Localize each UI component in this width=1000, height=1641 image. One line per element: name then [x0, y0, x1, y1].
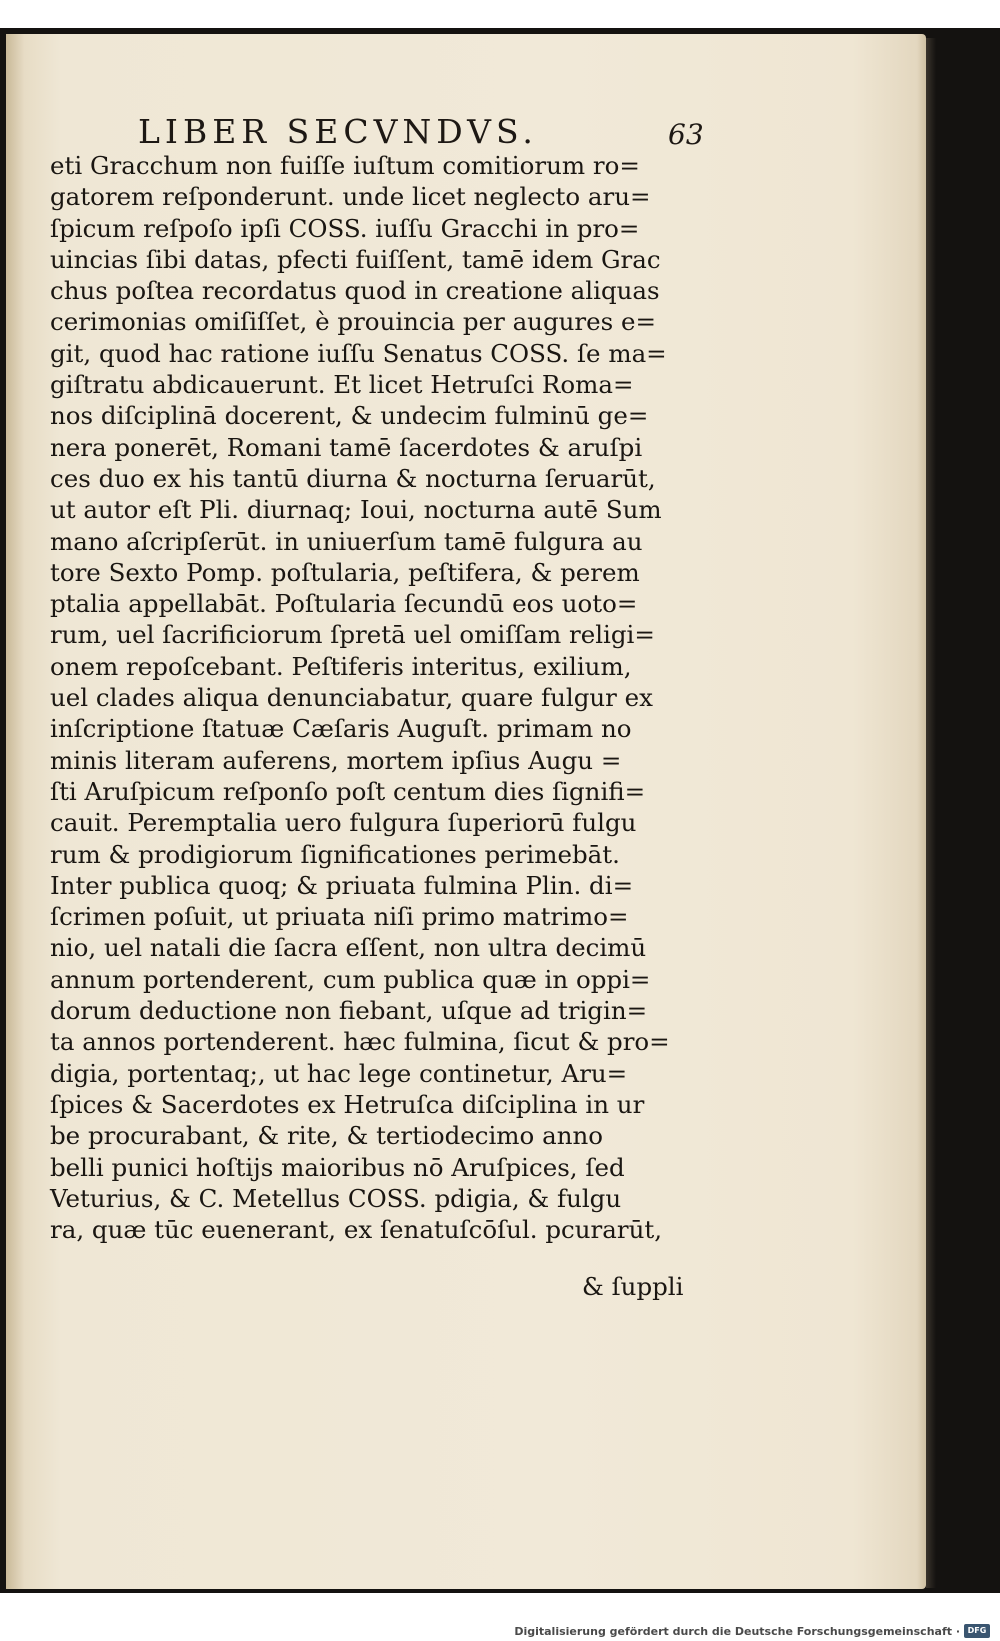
text-line: belli punici hoſtijs maioribus nō Aruſpices, ſed — [50, 1152, 625, 1182]
text-line: annum portenderent, cum publica quæ in oppi= — [50, 964, 651, 994]
text-line: cerimonias omiſiſſet, è prouincia per augures e= — [50, 307, 657, 337]
text-line: gatorem reſponderunt. unde licet neglecto aru= — [50, 182, 651, 212]
page-number: 63 — [668, 118, 704, 151]
text-line: ſti Aruſpicum reſponſo poſt centum dies ſignifi= — [50, 776, 646, 806]
text-line: git, quod hac ratione iuſſu Senatus COSS. ſe ma= — [50, 338, 667, 368]
text-line: rum & prodigiorum ſignificationes perimebāt. — [50, 839, 620, 869]
text-block — [50, 150, 710, 1245]
text-line: eti Gracchum non fuiſſe iuſtum comitiorum ro= — [50, 151, 640, 180]
text-line: nio, uel natali die ſacra eſſent, non ultra decimū — [50, 933, 647, 963]
text-line: tore Sexto Pomp. poſtularia, peſtifera, & perem — [50, 557, 640, 587]
text-line: be procurabant, & rite, & tertiodecimo anno — [50, 1121, 603, 1151]
text-line: rum, uel ſacrificiorum ſpretā uel omiſſam religi= — [50, 620, 655, 650]
text-line: uincias ſibi datas, pfecti fuiſſent, tamē idem Grac — [50, 244, 661, 274]
page-edge-shadow — [926, 38, 936, 1588]
text-line: ta annos portenderent. hæc fulmina, ſicut & pro= — [50, 1027, 670, 1057]
text-line: nera ponerēt, Romani tamē ſacerdotes & aruſpi — [50, 432, 643, 462]
text-line: ces duo ex his tantū diurna & nocturna ſeruarūt, — [50, 463, 656, 493]
text-line: chus poſtea recordatus quod in creatione aliquas — [50, 276, 660, 306]
text-line: ut autor eſt Pli. diurnaq; Ioui, nocturna autē Sum — [50, 495, 662, 525]
text-line: ſcrimen poſuit, ut priuata niſi primo matrimo= — [50, 902, 629, 932]
catchword: & ſuppli — [582, 1272, 684, 1301]
text-line: nos diſciplinā docerent, & undecim fulminū ge= — [50, 401, 649, 431]
text-line: uel clades aliqua denunciabatur, quare fulgur ex — [50, 683, 653, 713]
text-line: dorum deductione non fiebant, uſque ad trigin= — [50, 996, 648, 1026]
text-line: cauit. Peremptalia uero fulgura ſuperiorū fulgu — [50, 808, 637, 838]
running-head: LIBER SECVNDVS. — [138, 112, 538, 151]
text-line: onem repoſcebant. Peſtiferis interitus, exilium, — [50, 651, 632, 681]
text-line: minis literam auferens, mortem ipſius Augu = — [50, 745, 622, 775]
text-line: inſcriptione ſtatuæ Cæſaris Auguſt. primam no — [50, 714, 632, 744]
text-line: ptalia appellabāt. Poſtularia ſecundū eos uoto= — [50, 589, 638, 619]
text-line: Veturius, & C. Metellus COSS. pdigia, & fulgu — [50, 1183, 622, 1213]
text-line: ra, quæ tūc euenerant, ex ſenatuſcōſul. pcurarūt, — [50, 1215, 662, 1245]
text-line: ſpicum reſpoſo ipſi COSS. iuſſu Gracchi in pro= — [50, 213, 640, 243]
text-line: Inter publica quoq; & priuata fulmina Plin. di= — [50, 870, 634, 900]
text-line: digia, portentaq;, ut hac lege continetur, Aru= — [50, 1058, 628, 1088]
text-line: giſtratu abdicauerunt. Et licet Hetruſci Roma= — [50, 370, 634, 400]
text-line: ſpices & Sacerdotes ex Hetruſca diſciplina in ur — [50, 1089, 645, 1119]
dfg-logo: DFG — [964, 1624, 990, 1638]
text-line: mano aſcripſerūt. in uniuerſum tamē fulgura au — [50, 526, 643, 556]
digitization-credit: Digitalisierung gefördert durch die Deutsche Forschungsgemeinschaft · — [514, 1625, 960, 1638]
